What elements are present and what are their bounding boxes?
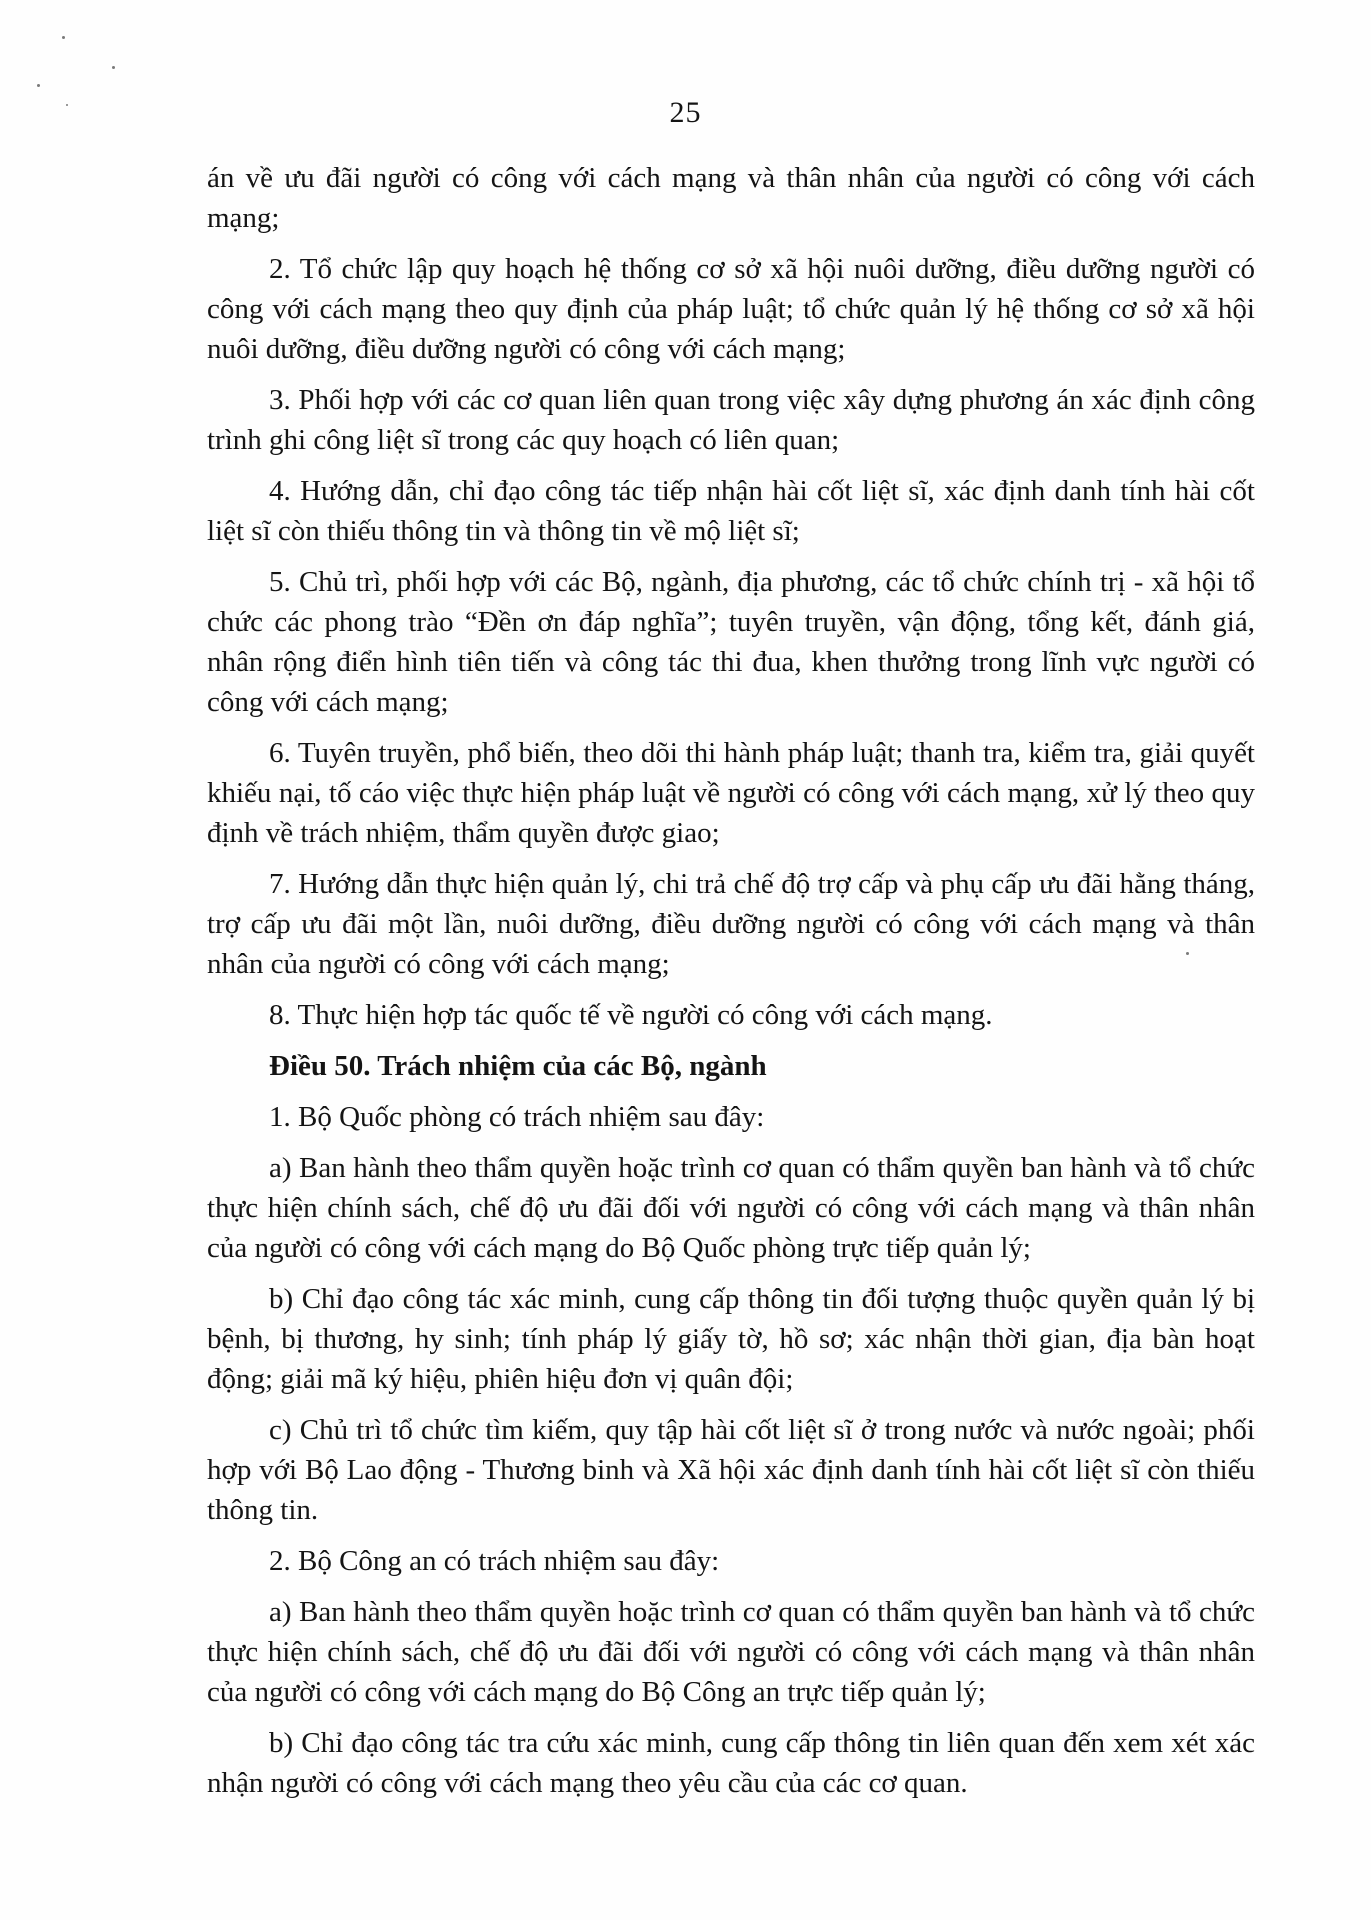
paragraph-item-5: 5. Chủ trì, phối hợp với các Bộ, ngành, địa phương, các tổ chức chính trị - xã hội tổ chức các phong trào “Đền ơn đáp nghĩa”; tuyên truyền, vận động, tổng kết, đánh giá, nhân rộng điển hình tiên tiến và công tác thi đua, khen thưởng trong lĩnh vực người có công với cách mạng; (207, 566, 1255, 718)
page-number: 25 (669, 96, 702, 129)
clause-1-point-c: c) Chủ trì tổ chức tìm kiếm, quy tập hài cốt liệt sĩ ở trong nước và nước ngoài; phối hợp với Bộ Lao động - Thương binh và Xã hội xác định danh tính hài cốt liệt sĩ còn thiếu thông tin. (207, 1414, 1255, 1526)
paragraph-item-8: 8. Thực hiện hợp tác quốc tế về người có công với cách mạng. (269, 999, 993, 1031)
clause-2-point-b: b) Chỉ đạo công tác tra cứu xác minh, cung cấp thông tin liên quan đến xem xét xác nhận người có công với cách mạng theo yêu cầu của các cơ quan. (207, 1727, 1255, 1799)
paragraph-item-2: 2. Tổ chức lập quy hoạch hệ thống cơ sở xã hội nuôi dưỡng, điều dưỡng người có công với cách mạng theo quy định của pháp luật; tổ chức quản lý hệ thống cơ sở xã hội nuôi dưỡng, điều dưỡng người có công với cách mạng; (207, 253, 1255, 365)
clause-1-point-b: b) Chỉ đạo công tác xác minh, cung cấp thông tin đối tượng thuộc quyền quản lý bị bệnh, bị thương, hy sinh; tính pháp lý giấy tờ, hồ sơ; xác nhận thời gian, địa bàn hoạt động; giải mã ký hiệu, phiên hiệu đơn vị quân đội; (207, 1283, 1255, 1395)
clause-1-intro: 1. Bộ Quốc phòng có trách nhiệm sau đây: (269, 1101, 765, 1133)
scan-speck (62, 36, 65, 39)
paragraph-item-3: 3. Phối hợp với các cơ quan liên quan trong việc xây dựng phương án xác định công trình ghi công liệt sĩ trong các quy hoạch có liên quan; (207, 384, 1255, 456)
paragraph-continuation: án về ưu đãi người có công với cách mạng và thân nhân của người có công với cách mạng; (207, 162, 1255, 234)
article-50-heading: Điều 50. Trách nhiệm của các Bộ, ngành (269, 1050, 767, 1082)
clause-1-point-a: a) Ban hành theo thẩm quyền hoặc trình cơ quan có thẩm quyền ban hành và tổ chức thực hiện chính sách, chế độ ưu đãi đối với người có công với cách mạng và thân nhân của người có công với cách mạng do Bộ Quốc phòng trực tiếp quản lý; (207, 1152, 1255, 1264)
paragraph-item-7: 7. Hướng dẫn thực hiện quản lý, chi trả chế độ trợ cấp và phụ cấp ưu đãi hằng tháng, trợ cấp ưu đãi một lần, nuôi dưỡng, điều dưỡng người có công với cách mạng và thân nhân của người có công với cách mạng; (207, 868, 1255, 980)
paragraph-item-6: 6. Tuyên truyền, phổ biến, theo dõi thi hành pháp luật; thanh tra, kiểm tra, giải quyết khiếu nại, tố cáo việc thực hiện pháp luật về người có công với cách mạng, xử lý theo quy định về trách nhiệm, thẩm quyền được giao; (207, 737, 1255, 849)
scan-speck (112, 66, 115, 69)
document-body (207, 158, 1255, 1814)
scan-speck (37, 84, 40, 87)
paragraph-item-4: 4. Hướng dẫn, chỉ đạo công tác tiếp nhận hài cốt liệt sĩ, xác định danh tính hài cốt liệt sĩ còn thiếu thông tin và thông tin về mộ liệt sĩ; (207, 475, 1255, 547)
clause-2-point-a: a) Ban hành theo thẩm quyền hoặc trình cơ quan có thẩm quyền ban hành và tổ chức thực hiện chính sách, chế độ ưu đãi đối với người có công với cách mạng và thân nhân của người có công với cách mạng do Bộ Công an trực tiếp quản lý; (207, 1596, 1255, 1708)
clause-2-intro: 2. Bộ Công an có trách nhiệm sau đây: (269, 1545, 720, 1577)
